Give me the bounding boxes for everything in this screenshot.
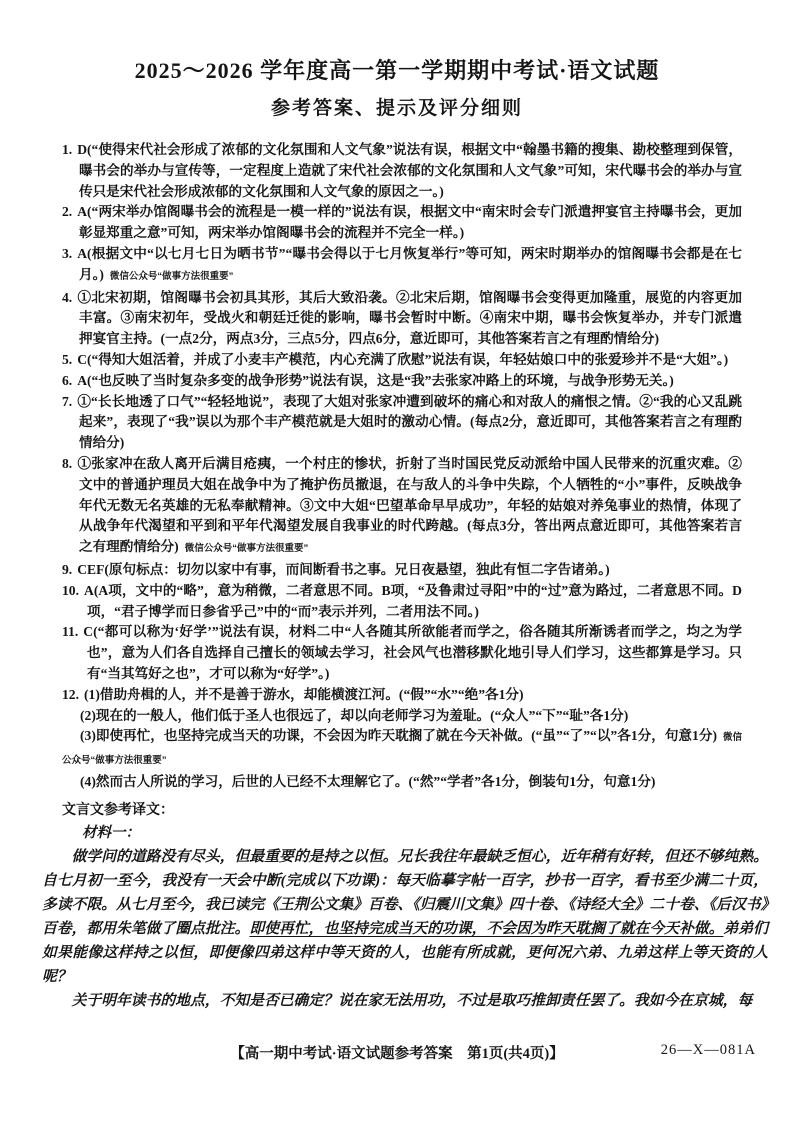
answer-item-6: [62, 371, 742, 392]
translation-paragraph-2: 关于明年读书的地点，不知是否已确定？说在家无法用功，不过是取巧推卸责任罢了。我如今在京城，每: [71, 992, 753, 1009]
answer-12-line-3: [62, 726, 742, 772]
translation-section: [42, 797, 768, 1013]
material-one-label: 材料一：: [82, 824, 140, 841]
answer-text: C(“都可以称为‘好学’”说法有误，材料二中“人各随其所欲能者而学之，俗各随其所渐诱者而学之，均之为学也”，意为人们各自选择自己擅长的领域去学习，社会风气也潜移默化地引导人们学习，这些都算是学习。只有“当其笃好之也”，才可以称为“好学”。): [83, 624, 742, 681]
answer-item-4: [62, 288, 742, 350]
wechat-watermark: 微信公众号“做事方法很重要”: [62, 732, 742, 767]
answer-text: A(“两宋举办馆阁曝书会的流程是一模一样的”说法有误，根据文中“南宋时会专门派遣押宴官主持曝书会，更加彰显郑重之意”可知，两宋举办馆阁曝书会的流程并不完全一样。): [77, 204, 742, 241]
wechat-watermark: 微信公众号“做事方法很重要”: [109, 270, 234, 282]
answer-number: 9.: [62, 561, 73, 577]
answer-text: A(“也反映了当时复杂多变的战争形势”说法有误，这是“我”去张家冲路上的环境，与战争形势无关。): [77, 372, 674, 388]
answer-item-8: [62, 454, 742, 560]
answer-12-line-1: [62, 685, 742, 706]
answer-number: 8.: [62, 455, 73, 471]
answer-text: (3)即使再忙，也坚持完成当天的功课，不会因为昨天耽搁了就在今天补做。(“虽”“了”“以”各1分，句意1分): [80, 728, 717, 744]
answer-text: ①北宋初期，馆阁曝书会初具其形，其后大致沿袭。②北宋后期，馆阁曝书会变得更加隆重，展览的内容更加丰富。③南宋初年，受战火和朝廷迁徙的影响，曝书会暂时中断。④南宋中期，曝书会恢复举办，并专门派遣押宴官主持。(一点2分，两点3分，三点5分，四点6分，意近即可，其他答案若言之有理酌情给分): [77, 289, 742, 347]
answer-item-5: [62, 350, 742, 371]
answer-text: (2)现在的一般人，他们低于圣人也很远了，却以向老师学习为羞耻。(“众人”“下”“耻”各1分): [80, 707, 629, 723]
answer-text: D(“使得宋代社会形成了浓郁的文化氛围和人文气象”说法有误，根据文中“翰墨书籍的搜集、勘校整理到保管，曝书会的举办与宣传等，一定程度上造就了宋代社会浓郁的文化氛围和人文气象”可知，宋代曝书会的举办与宣传只是宋代社会形成浓郁的文化氛围和人文气象的原因之一。): [77, 142, 742, 199]
answer-number: 12.: [62, 686, 79, 702]
paper-code: 26—X—081A: [660, 1042, 756, 1058]
answer-12-line-4: [62, 772, 742, 793]
answer-number: 7.: [62, 393, 73, 409]
answer-number: 6.: [62, 372, 73, 388]
page-content: [42, 140, 768, 1013]
answer-text: A(根据文中“以七月七日为晒书节”“曝书会得以于七月恢复举行”等可知，两宋时期举办的馆阁曝书会都是在七月。): [77, 245, 742, 282]
footer-title-and-page-number: 【高一期中考试·语文试题参考答案 第1页(共4页)】: [230, 1046, 564, 1062]
answer-item-3: [62, 244, 742, 288]
answer-item-1: [62, 140, 742, 202]
answer-text: CEF(原句标点：切勿以家中有事，而间断看书之事。兄日夜悬望，独此有恒二字告诸弟。): [77, 561, 610, 577]
answer-number: 11.: [62, 624, 79, 640]
answer-item-7: [62, 392, 742, 454]
answer-item-2: [62, 202, 742, 244]
translation-paragraph-1: [42, 845, 768, 989]
answer-text: (1)借助舟楫的人，并不是善于游水，却能横渡江河。(“假”“水”“绝”各1分): [84, 686, 524, 702]
answer-text: A(A项，文中的“略”，意为稍微，二者意思不同。B项，“及鲁肃过寻阳”中的“过”意为路过，二者意思不同。D项，“君子博学而日参省乎己”中的“而”表示并列，二者用法不同。): [84, 582, 742, 619]
answer-number: 3.: [62, 245, 73, 261]
answer-number: 5.: [62, 351, 73, 367]
page-title: 2025～2026 学年度高一第一学期期中考试·语文试题: [134, 58, 660, 83]
underlined-sentence: 即使再忙，也坚持完成当天的功课，不会因为昨天耽搁了就在今天补做。: [249, 920, 724, 937]
answer-item-10: [62, 581, 742, 623]
translation-text: 做学问的道路没有尽头，但最重要的是持之以恒。兄长我往年最缺乏恒心，近年稍有好转，但还不够纯熟。自七月初一至今，我没有一天会中断(完成以下功课)：每天临摹字帖一百字，抄书一百字，看书至少满二十页，多读不限。从七月至今，我已读完《王荆公文集》百卷、《归震川文集》四十卷、《诗经大全》二十卷、《后汉书》百卷，都用朱笔做了圈点批注。: [42, 848, 768, 937]
answer-number: 2.: [62, 204, 73, 220]
answer-text: ①张家冲在敌人离开后满目疮痍，一个村庄的惨状，折射了当时国民党反动派给中国人民带来的沉重灾难。②文中的普通护理员大姐在战争中为了掩护伤员撤退，在与敌人的斗争中失踪，个人牺牲的“小”事件，反映战争年代无数无名英雄的无私奉献精神。③文中大姐“巴望革命早早成功”，年轻的姑娘对养兔事业的热情，体现了从战争年代渴望和平到和平年代渴望发展自我事业的时代跨越。(每点3分，答出两点意近即可，其他答案若言之有理酌情给分): [77, 455, 742, 555]
answer-item-9: [62, 560, 742, 581]
wechat-watermark: 微信公众号“做事方法很重要”: [184, 543, 309, 555]
answer-12-line-2: [62, 706, 742, 727]
page-footer: [0, 1042, 794, 1063]
answer-text: (4)然而古人所说的学习，后世的人已经不太理解它了。(“然”“学者”各1分，倒装句1分，句意1分): [80, 773, 656, 789]
answer-number: 10.: [62, 582, 79, 598]
answer-text: ①“长长地透了口气”“轻轻地说”，表现了大姐对张家冲遭到破坏的痛心和对敌人的痛恨之情。②“我的心又乱跳起来”，表现了“我”误以为那个丰产模范就是大姐时的激动心情。(每点2分，意近即可，其他答案若言之有理酌情给分): [77, 393, 742, 451]
answer-number: 4.: [62, 289, 73, 305]
answers-list: [62, 140, 742, 793]
answer-text: C(“得知大姐活着，并成了小麦丰产模范，内心充满了欣慰”说法有误，年轻姑娘口中的张爱珍并不是“大姐”。): [77, 351, 729, 367]
answer-item-12: [62, 685, 742, 793]
page-subtitle: 参考答案、提示及评分细则: [270, 98, 523, 119]
translation-heading: 文言文参考译文：: [62, 800, 174, 817]
translation-text: 弟弟们如果能像这样持之以恒，即便像四弟这样中等天资的人，也能有所成就，更何况六弟、九弟这样上等天资的人呢？: [42, 920, 768, 985]
answer-number: 1.: [62, 142, 73, 157]
answer-item-11: [62, 622, 742, 684]
